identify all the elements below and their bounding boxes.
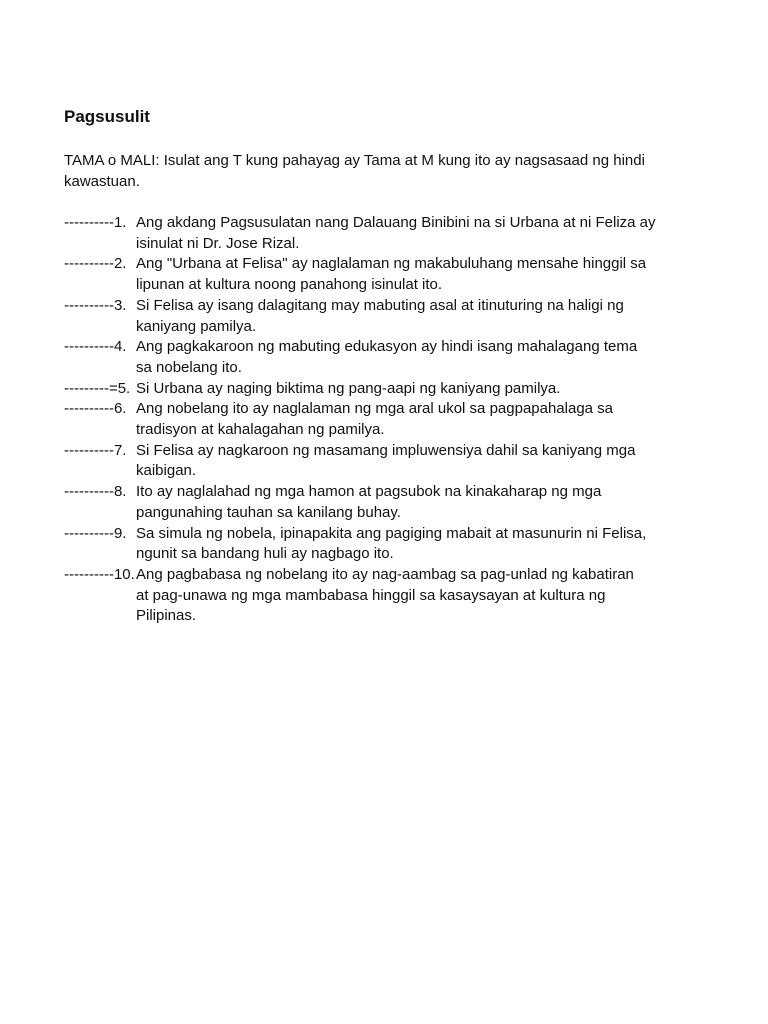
answer-blank-5: ---------=5.: [64, 379, 131, 397]
question-item-3: [64, 296, 714, 337]
answer-blank-2: ----------2.: [64, 255, 127, 273]
question-text-10: Ang pagbabasa ng nobelang ito ay nag-aambag sa pag-unlad ng kabatiran at pag-unawa ng mga mambabasa hinggil sa kasaysayan at kultura ng Pilipinas.: [136, 565, 634, 625]
answer-blank-8: ----------8.: [64, 483, 127, 501]
answer-blank-1: ----------1.: [64, 214, 127, 231]
answer-blank-6: ----------6.: [64, 400, 127, 418]
question-item-8: [64, 482, 714, 523]
question-text-4: Ang pagkakaroon ng mabuting edukasyon ay hindi isang mahalagang tema sa nobelang ito.: [136, 338, 638, 376]
question-item-1: [64, 213, 714, 254]
question-item-4: [64, 337, 714, 378]
question-text-7: Si Felisa ay nagkaroon ng masamang impluwensiya dahil sa kaniyang mga kaibigan.: [136, 441, 636, 480]
question-text-2: Ang "Urbana at Felisa" ay naglalaman ng makabuluhang mensahe hinggil sa lipunan at kultura noong panahong isinulat ito.: [136, 255, 647, 294]
question-item-5: [64, 379, 714, 400]
question-item-6: [64, 399, 714, 440]
question-text-9: Sa simula ng nobela, ipinapakita ang pagiging mabait at masunurin ni Felisa, ngunit sa bandang huli ay nagbago ito.: [136, 524, 647, 563]
answer-blank-9: ----------9.: [64, 524, 127, 542]
answer-blank-3: ----------3.: [64, 296, 127, 314]
question-item-2: [64, 254, 714, 295]
document-title: Pagsusulit: [64, 107, 150, 126]
question-item-7: [64, 441, 714, 482]
answer-blank-7: ----------7.: [64, 441, 127, 459]
question-text-5: Si Urbana ay naging biktima ng pang-aapi ng kaniyang pamilya.: [136, 379, 561, 397]
instructions-text: TAMA o MALI: Isulat ang T kung pahayag ay Tama at M kung ito ay nagsasaad ng hindi kawastuan.: [64, 152, 645, 190]
question-text-6: Ang nobelang ito ay naglalaman ng mga aral ukol sa pagpapahalaga sa tradisyon at kahalagahan ng pamilya.: [136, 400, 614, 439]
answer-blank-10: ----------10.: [64, 565, 135, 583]
question-text-8: Ito ay naglalahad ng mga hamon at pagsubok na kinakaharap ng mga pangunahing tauhan sa kanilang buhay.: [136, 483, 602, 521]
question-item-9: [64, 524, 714, 565]
question-item-10: [64, 565, 714, 627]
question-list: [64, 213, 714, 627]
answer-blank-4: ----------4.: [64, 338, 127, 356]
question-text-3: Si Felisa ay isang dalagitang may mabuting asal at itinuturing na haligi ng kaniyang pamilya.: [136, 296, 624, 335]
question-text-1: Ang akdang Pagsusulatan nang Dalauang Binibini na si Urbana at ni Feliza ay isinulat ni Dr. Jose Rizal.: [136, 214, 656, 252]
